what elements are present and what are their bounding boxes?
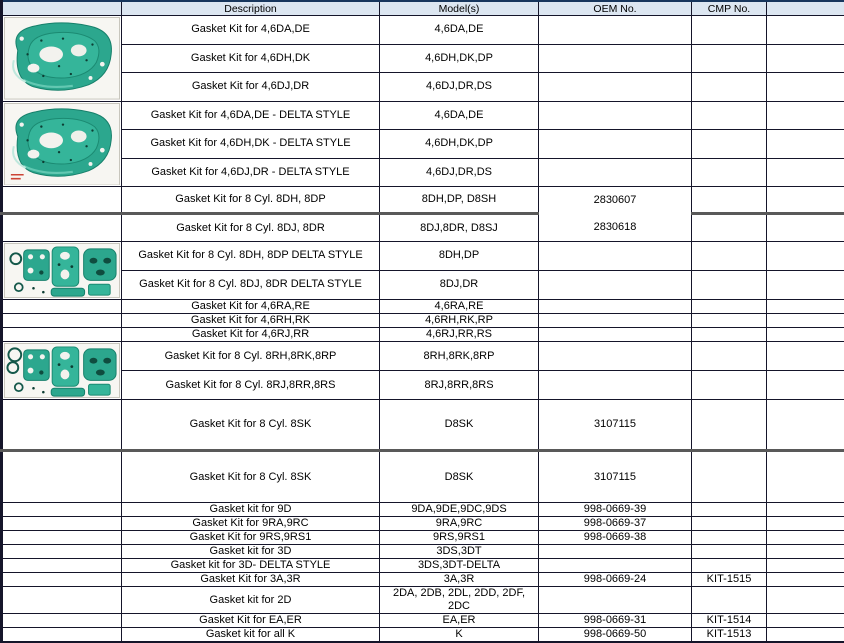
- description-cell: Gasket kit for 9D: [122, 503, 380, 517]
- description-cell: Gasket Kit for 4,6RH,RK: [122, 314, 380, 328]
- description-cell: Gasket Kit for 3A,3R: [122, 573, 380, 587]
- description-cell: Gasket Kit for 8 Cyl. 8RH,8RK,8RP: [122, 342, 380, 371]
- description-cell: Gasket Kit for 8 Cyl. 8SK: [122, 451, 380, 503]
- oem-no-cell: 998-0669-50: [539, 627, 692, 641]
- description-cell: Gasket Kit for 4,6DJ,DR - DELTA STYLE: [122, 158, 380, 187]
- extra-cell: [767, 587, 844, 614]
- table-row: [2, 214, 844, 242]
- models-cell: 4,6RA,RE: [380, 300, 539, 314]
- description-cell: Gasket kit for all K: [122, 627, 380, 641]
- description-cell: Gasket Kit for 8 Cyl. 8DJ, 8DR: [122, 214, 380, 242]
- description-cell: Gasket kit for 3D: [122, 545, 380, 559]
- table-row: [2, 517, 844, 531]
- table-row: [2, 328, 844, 342]
- table-row: [2, 44, 844, 73]
- extra-cell: [767, 545, 844, 559]
- oem-no-cell: [539, 371, 692, 400]
- models-cell: 4,6RJ,RR,RS: [380, 328, 539, 342]
- cmp-no-cell: [692, 16, 767, 45]
- models-cell: 3DS,3DT: [380, 545, 539, 559]
- description-cell: Gasket Kit for 4,6RJ,RR: [122, 328, 380, 342]
- header-models: Model(s): [380, 1, 539, 16]
- cmp-no-cell: KIT-1515: [692, 573, 767, 587]
- photo-empty-cell: [2, 300, 122, 314]
- description-cell: Gasket Kit for 8 Cyl. 8RJ,8RR,8RS: [122, 371, 380, 400]
- oem-no-cell: 2830607: [539, 187, 692, 214]
- table-row: [2, 587, 844, 614]
- oem-no-cell: 998-0669-37: [539, 517, 692, 531]
- cmp-no-cell: [692, 44, 767, 73]
- oem-no-cell: [539, 73, 692, 102]
- models-cell: 4,6DA,DE: [380, 101, 539, 130]
- extra-cell: [767, 517, 844, 531]
- extra-cell: [767, 531, 844, 545]
- cmp-no-cell: [692, 73, 767, 102]
- extra-cell: [767, 371, 844, 400]
- oem-no-cell: [539, 242, 692, 270]
- photo-empty-cell: [2, 545, 122, 559]
- header-extra-column: [767, 1, 844, 16]
- photo-empty-cell: [2, 614, 122, 628]
- photo-empty-cell: [2, 314, 122, 328]
- cmp-no-cell: [692, 545, 767, 559]
- description-cell: Gasket Kit for 4,6DA,DE - DELTA STYLE: [122, 101, 380, 130]
- oem-no-cell: 998-0669-24: [539, 573, 692, 587]
- cmp-no-cell: [692, 242, 767, 270]
- description-cell: Gasket Kit for 8 Cyl. 8DH, 8DP: [122, 187, 380, 214]
- cmp-no-cell: [692, 342, 767, 371]
- description-cell: Gasket Kit for 4,6DA,DE: [122, 16, 380, 45]
- photo-empty-cell: [2, 587, 122, 614]
- oem-no-cell: [539, 342, 692, 371]
- table-row: [2, 101, 844, 130]
- header-oem-no: OEM No.: [539, 1, 692, 16]
- extra-cell: [767, 559, 844, 573]
- table-row: [2, 314, 844, 328]
- description-cell: Gasket Kit for 4,6DJ,DR: [122, 73, 380, 102]
- photo-empty-cell: [2, 400, 122, 451]
- models-cell: 8RJ,8RR,8RS: [380, 371, 539, 400]
- extra-cell: [767, 130, 844, 159]
- cmp-no-cell: [692, 300, 767, 314]
- oem-no-cell: [539, 328, 692, 342]
- description-cell: Gasket kit for 3D- DELTA STYLE: [122, 559, 380, 573]
- description-cell: Gasket Kit for 8 Cyl. 8DJ, 8DR DELTA STYLE: [122, 270, 380, 300]
- cmp-no-cell: [692, 158, 767, 187]
- description-cell: Gasket kit for 2D: [122, 587, 380, 614]
- models-cell: D8SK: [380, 400, 539, 451]
- photo-empty-cell: [2, 531, 122, 545]
- oem-no-cell: 998-0669-39: [539, 503, 692, 517]
- extra-cell: [767, 187, 844, 214]
- oem-no-cell: 998-0669-38: [539, 531, 692, 545]
- gasket-kit-flat-photo-1: [4, 243, 120, 298]
- table-row: [2, 270, 844, 300]
- cmp-no-cell: KIT-1514: [692, 614, 767, 628]
- gasket-pile-photo-1-cell: [2, 16, 122, 102]
- table-row: [2, 187, 844, 214]
- models-cell: 8DJ,8DR, D8SJ: [380, 214, 539, 242]
- cmp-no-cell: [692, 503, 767, 517]
- table-row: [2, 559, 844, 573]
- description-cell: Gasket Kit for 4,6DH,DK: [122, 44, 380, 73]
- extra-cell: [767, 314, 844, 328]
- oem-no-cell: 2830618: [539, 214, 692, 242]
- photo-empty-cell: [2, 187, 122, 214]
- table-row: [2, 130, 844, 159]
- table-row: [2, 573, 844, 587]
- table-row: [2, 545, 844, 559]
- photo-empty-cell: [2, 559, 122, 573]
- oem-no-cell: [539, 270, 692, 300]
- models-cell: 4,6DH,DK,DP: [380, 44, 539, 73]
- extra-cell: [767, 614, 844, 628]
- models-cell: 8RH,8RK,8RP: [380, 342, 539, 371]
- oem-no-cell: [539, 587, 692, 614]
- table-row: [2, 531, 844, 545]
- oem-no-cell: 3107115: [539, 400, 692, 451]
- gasket-pile-photo-2: [4, 103, 120, 186]
- models-cell: 8DJ,DR: [380, 270, 539, 300]
- oem-no-cell: [539, 130, 692, 159]
- description-cell: Gasket Kit for EA,ER: [122, 614, 380, 628]
- cmp-no-cell: [692, 130, 767, 159]
- photo-empty-cell: [2, 517, 122, 531]
- cmp-no-cell: [692, 559, 767, 573]
- cmp-no-cell: [692, 587, 767, 614]
- extra-cell: [767, 44, 844, 73]
- table-row: [2, 300, 844, 314]
- cmp-no-cell: [692, 517, 767, 531]
- extra-cell: [767, 342, 844, 371]
- models-cell: 4,6DJ,DR,DS: [380, 158, 539, 187]
- photo-empty-cell: [2, 573, 122, 587]
- gasket-pile-photo-1: [4, 17, 120, 100]
- header-description: Description: [122, 1, 380, 16]
- models-cell: 4,6DA,DE: [380, 16, 539, 45]
- cmp-no-cell: KIT-1513: [692, 627, 767, 641]
- table-row: [2, 16, 844, 45]
- models-cell: 3A,3R: [380, 573, 539, 587]
- extra-cell: [767, 400, 844, 451]
- description-cell: Gasket Kit for 9RA,9RC: [122, 517, 380, 531]
- description-cell: Gasket Kit for 4,6DH,DK - DELTA STYLE: [122, 130, 380, 159]
- oem-no-cell: [539, 44, 692, 73]
- header-photo-column: [2, 1, 122, 16]
- oem-no-cell: [539, 545, 692, 559]
- extra-cell: [767, 503, 844, 517]
- oem-no-cell: [539, 158, 692, 187]
- extra-cell: [767, 328, 844, 342]
- oem-no-cell: 3107115: [539, 451, 692, 503]
- models-cell: 2DA, 2DB, 2DL, 2DD, 2DF, 2DC: [380, 587, 539, 614]
- extra-cell: [767, 73, 844, 102]
- oem-no-cell: 998-0669-31: [539, 614, 692, 628]
- table-row: [2, 400, 844, 451]
- gasket-kit-flat-photo-1-cell: [2, 242, 122, 300]
- photo-empty-cell: [2, 627, 122, 641]
- models-cell: 4,6DJ,DR,DS: [380, 73, 539, 102]
- oem-no-cell: [539, 314, 692, 328]
- description-cell: Gasket Kit for 4,6RA,RE: [122, 300, 380, 314]
- oem-no-cell: [539, 559, 692, 573]
- photo-empty-cell: [2, 503, 122, 517]
- photo-empty-cell: [2, 214, 122, 242]
- cmp-no-cell: [692, 400, 767, 451]
- table-row: [2, 614, 844, 628]
- models-cell: 9RS,9RS1: [380, 531, 539, 545]
- extra-cell: [767, 627, 844, 641]
- photo-empty-cell: [2, 328, 122, 342]
- models-cell: EA,ER: [380, 614, 539, 628]
- cmp-no-cell: [692, 451, 767, 503]
- models-cell: 8DH,DP, D8SH: [380, 187, 539, 214]
- table-row: [2, 73, 844, 102]
- table-row: [2, 371, 844, 400]
- models-cell: 9RA,9RC: [380, 517, 539, 531]
- header-cmp-no: CMP No.: [692, 1, 767, 16]
- extra-cell: [767, 270, 844, 300]
- extra-cell: [767, 158, 844, 187]
- cmp-no-cell: [692, 101, 767, 130]
- cmp-no-cell: [692, 531, 767, 545]
- extra-cell: [767, 300, 844, 314]
- models-cell: 4,6DH,DK,DP: [380, 130, 539, 159]
- extra-cell: [767, 214, 844, 242]
- extra-cell: [767, 573, 844, 587]
- cmp-no-cell: [692, 187, 767, 214]
- extra-cell: [767, 16, 844, 45]
- cmp-no-cell: [692, 314, 767, 328]
- models-cell: 3DS,3DT-DELTA: [380, 559, 539, 573]
- models-cell: 8DH,DP: [380, 242, 539, 270]
- header-row: [2, 1, 844, 16]
- cmp-no-cell: [692, 371, 767, 400]
- oem-no-cell: [539, 101, 692, 130]
- models-cell: D8SK: [380, 451, 539, 503]
- gasket-kit-flat-photo-2: [4, 343, 120, 398]
- gasket-kit-flat-photo-2-cell: [2, 342, 122, 400]
- description-cell: Gasket Kit for 8 Cyl. 8SK: [122, 400, 380, 451]
- oem-no-cell: [539, 300, 692, 314]
- cmp-no-cell: [692, 270, 767, 300]
- table-row: [2, 242, 844, 270]
- table-row: [2, 342, 844, 371]
- oem-no-cell: [539, 16, 692, 45]
- models-cell: K: [380, 627, 539, 641]
- table-body: [2, 16, 844, 642]
- models-cell: 4,6RH,RK,RP: [380, 314, 539, 328]
- description-cell: Gasket Kit for 8 Cyl. 8DH, 8DP DELTA STYLE: [122, 242, 380, 270]
- models-cell: 9DA,9DE,9DC,9DS: [380, 503, 539, 517]
- extra-cell: [767, 451, 844, 503]
- table-row: [2, 158, 844, 187]
- description-cell: Gasket Kit for 9RS,9RS1: [122, 531, 380, 545]
- cmp-no-cell: [692, 328, 767, 342]
- table-row: [2, 627, 844, 641]
- photo-empty-cell: [2, 451, 122, 503]
- table-row: [2, 451, 844, 503]
- extra-cell: [767, 101, 844, 130]
- cmp-no-cell: [692, 214, 767, 242]
- extra-cell: [767, 242, 844, 270]
- gasket-pile-photo-2-cell: [2, 101, 122, 187]
- table-row: [2, 503, 844, 517]
